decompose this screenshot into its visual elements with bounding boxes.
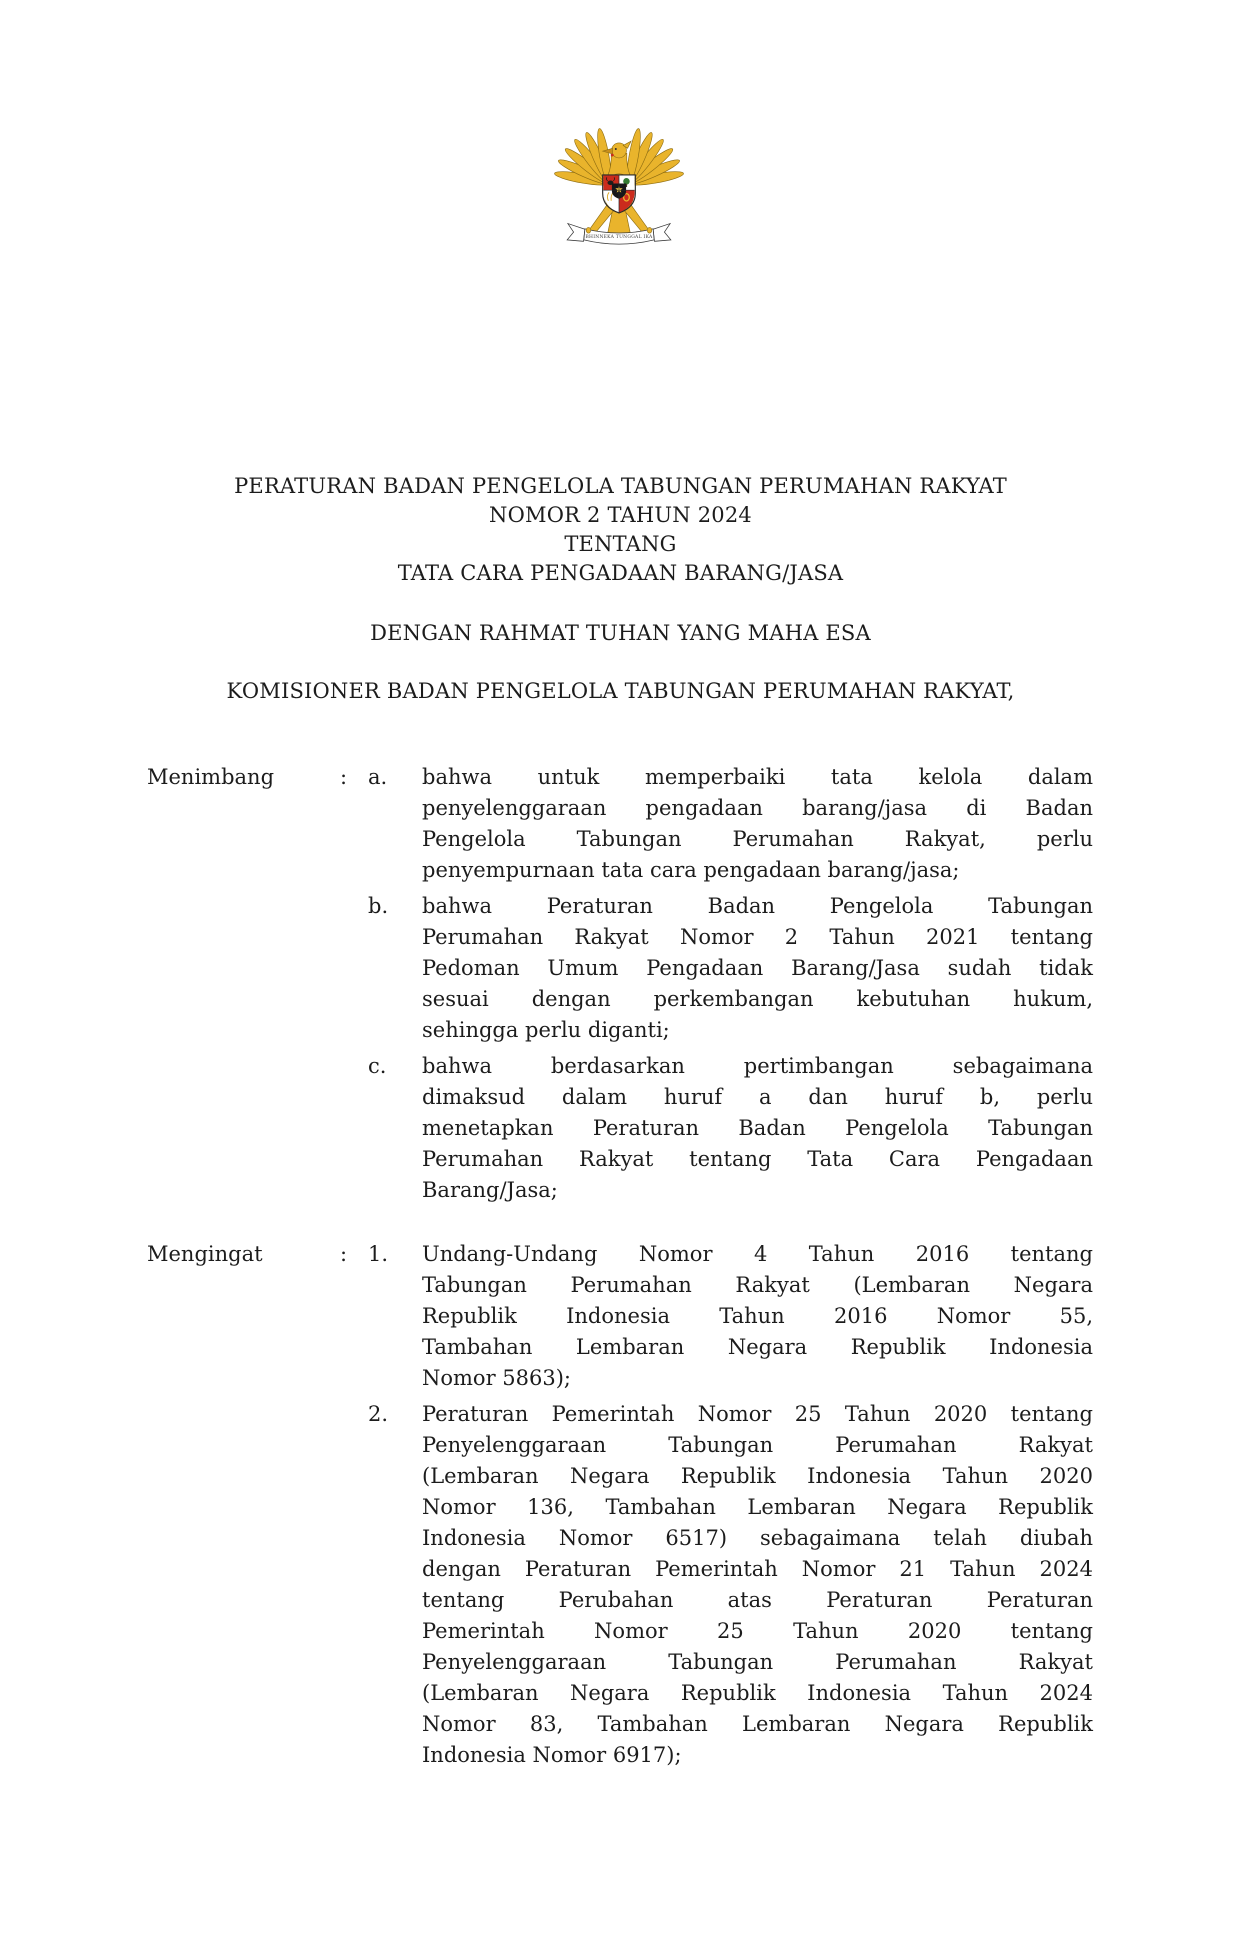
text-line: Peraturan Pemerintah Nomor 25 Tahun 2020 tentang	[422, 1402, 1093, 1426]
text-line: bahwa berdasarkan pertimbangan sebagaimana	[422, 1054, 1093, 1078]
document-title	[0, 472, 1241, 588]
text-line: tentang Perubahan atas Peraturan Peraturan	[422, 1588, 1093, 1612]
text-line: bahwa Peraturan Badan Pengelola Tabungan	[422, 894, 1093, 918]
text-line: Nomor 5863);	[422, 1366, 571, 1390]
text-line: (Lembaran Negara Republik Indonesia Tahun 2024	[422, 1681, 1093, 1705]
text-line: Pedoman Umum Pengadaan Barang/Jasa sudah tidak	[422, 956, 1093, 980]
menimbang-item-b	[147, 891, 1093, 1046]
text-line: penyelenggaraan pengadaan barang/jasa di Badan	[422, 796, 1093, 820]
mengingat-item-2	[147, 1399, 1093, 1771]
section-menimbang	[147, 762, 1093, 1206]
text-line: Indonesia Nomor 6517) sebagaimana telah diubah	[422, 1526, 1093, 1550]
text-line: Pemerintah Nomor 25 Tahun 2020 tentang	[422, 1619, 1093, 1643]
text-line: dengan Peraturan Pemerintah Nomor 21 Tahun 2024	[422, 1557, 1093, 1581]
list-item-text	[422, 1051, 1093, 1206]
text-line: Republik Indonesia Tahun 2016 Nomor 55,	[422, 1304, 1093, 1328]
text-line: Nomor 136, Tambahan Lembaran Negara Republik	[422, 1495, 1093, 1519]
list-item-marker: 2.	[368, 1402, 389, 1426]
list-item-text	[422, 1399, 1093, 1771]
title-line-tentang: TENTANG	[564, 532, 677, 556]
list-item-text	[422, 762, 1093, 886]
text-line: Pengelola Tabungan Perumahan Rakyat, perlu	[422, 827, 1093, 851]
text-line: Indonesia Nomor 6917);	[422, 1743, 682, 1767]
text-line: Tabungan Perumahan Rakyat (Lembaran Negara	[422, 1273, 1093, 1297]
text-line: sehingga perlu diganti;	[422, 1018, 670, 1042]
garuda-icon	[548, 116, 690, 258]
text-line: Nomor 83, Tambahan Lembaran Negara Republik	[422, 1712, 1093, 1736]
list-item-text	[422, 1239, 1093, 1394]
text-line: Tambahan Lembaran Negara Republik Indonesia	[422, 1335, 1093, 1359]
list-item-marker: 1.	[368, 1242, 389, 1266]
bhinneka-tunggal-ika-motto: BHINNEKA TUNGGAL IKA	[585, 235, 653, 241]
text-line: bahwa untuk memperbaiki tata kelola dalam	[422, 765, 1093, 789]
text-line: Perumahan Rakyat Nomor 2 Tahun 2021 tentang	[422, 925, 1093, 949]
section-mengingat	[147, 1239, 1093, 1771]
text-line: Barang/Jasa;	[422, 1178, 558, 1202]
text-line: (Lembaran Negara Republik Indonesia Tahun 2020	[422, 1464, 1093, 1488]
text-line: Undang-Undang Nomor 4 Tahun 2016 tentang	[422, 1242, 1093, 1266]
section-colon: :	[340, 765, 348, 789]
section-label: Menimbang	[147, 765, 275, 789]
menimbang-item-c	[147, 1051, 1093, 1206]
invocation-line: DENGAN RAHMAT TUHAN YANG MAHA ESA	[370, 621, 871, 645]
section-label: Mengingat	[147, 1242, 263, 1266]
mengingat-item-1	[147, 1239, 1093, 1394]
title-line-subject: TATA CARA PENGADAAN BARANG/JASA	[397, 561, 844, 585]
garuda-pancasila-emblem	[548, 116, 690, 258]
text-line: Perumahan Rakyat tentang Tata Cara Pengadaan	[422, 1147, 1093, 1171]
text-line: penyempurnaan tata cara pengadaan barang/jasa;	[422, 858, 960, 882]
section-colon: :	[340, 1242, 348, 1266]
text-line: menetapkan Peraturan Badan Pengelola Tabungan	[422, 1116, 1093, 1140]
menimbang-item-a	[147, 762, 1093, 886]
title-line-regulation: PERATURAN BADAN PENGELOLA TABUNGAN PERUMAHAN RAKYAT	[234, 474, 1007, 498]
text-line: Penyelenggaraan Tabungan Perumahan Rakyat	[422, 1650, 1093, 1674]
list-item-text	[422, 891, 1093, 1046]
list-item-marker: c.	[368, 1054, 387, 1078]
issuing-authority-line: KOMISIONER BADAN PENGELOLA TABUNGAN PERUMAHAN RAKYAT,	[226, 679, 1015, 703]
text-line: Penyelenggaraan Tabungan Perumahan Rakyat	[422, 1433, 1093, 1457]
text-line: sesuai dengan perkembangan kebutuhan hukum,	[422, 987, 1093, 1011]
title-line-number: NOMOR 2 TAHUN 2024	[489, 503, 752, 527]
list-item-marker: a.	[368, 765, 388, 789]
list-item-marker: b.	[368, 894, 389, 918]
text-line: dimaksud dalam huruf a dan huruf b, perlu	[422, 1085, 1093, 1109]
